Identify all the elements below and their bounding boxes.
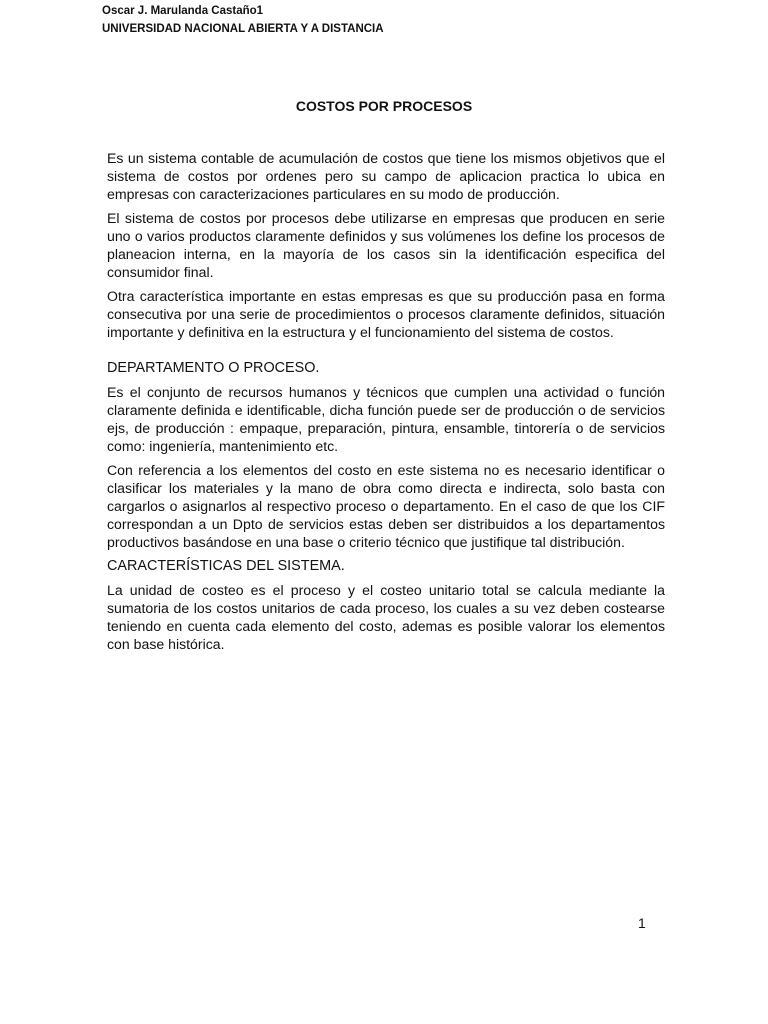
section-heading-characteristics: CARACTERÍSTICAS DEL SISTEMA. bbox=[107, 558, 345, 574]
institution-name: UNIVERSIDAD NACIONAL ABIERTA Y A DISTANCIA bbox=[102, 23, 384, 35]
intro-paragraph-3: Otra característica importante en estas empresas es que su producción pasa en forma consecutiva por una serie de procedimientos o procesos claramente definidos, situación importante y definitiva en la estructura y el funcionamiento del sistema de costos. bbox=[107, 288, 665, 340]
page-header bbox=[102, 2, 384, 38]
intro-paragraph-1: Es un sistema contable de acumulación de costos que tiene los mismos objetivos que el sistema de costos por ordenes pero su campo de aplicacion practica lo ubica en empresas con caracterizaciones particulares en su modo de producción. bbox=[107, 150, 665, 202]
document-body bbox=[107, 149, 665, 659]
department-paragraph-1: Es el conjunto de recursos humanos y técnicos que cumplen una actividad o función claramente definida e identificable, dicha función puede ser de producción o de servicios ejs, de producción : empaque, preparación, pintura, ensamble, tintorería o de servicios como: ingeniería, mantenimiento etc. bbox=[107, 384, 665, 454]
author-name: Oscar J. Marulanda Castaño1 bbox=[102, 5, 264, 17]
characteristics-paragraph-1: La unidad de costeo es el proceso y el costeo unitario total se calcula mediante la sumatoria de los costos unitarios de cada proceso, los cuales a su vez deben costearse teniendo en cuenta cada elemento del costo, ademas es posible valorar los elementos con base histórica. bbox=[107, 582, 665, 652]
department-paragraph-2: Con referencia a los elementos del costo en este sistema no es necesario identificar o clasificar los materiales y la mano de obra como directa e indirecta, solo basta con cargarlos o asignarlos al respectivo proceso o departamento. En el caso de que los CIF correspondan a un Dpto de servicios estas deben ser distribuidos a los departamentos productivos basándose en una base o criterio técnico que justifique tal distribución. bbox=[107, 462, 665, 550]
section-heading-department: DEPARTAMENTO O PROCESO. bbox=[107, 360, 320, 376]
document-title: COSTOS POR PROCESOS bbox=[295, 98, 473, 114]
intro-paragraph-2: El sistema de costos por procesos debe utilizarse en empresas que producen en serie uno o varios productos claramente definidos y sus volúmenes los define los procesos de planeacion interna, en la mayoría de los casos sin la identificación especifica del consumidor final. bbox=[107, 210, 665, 280]
page-number: 1 bbox=[638, 915, 646, 931]
